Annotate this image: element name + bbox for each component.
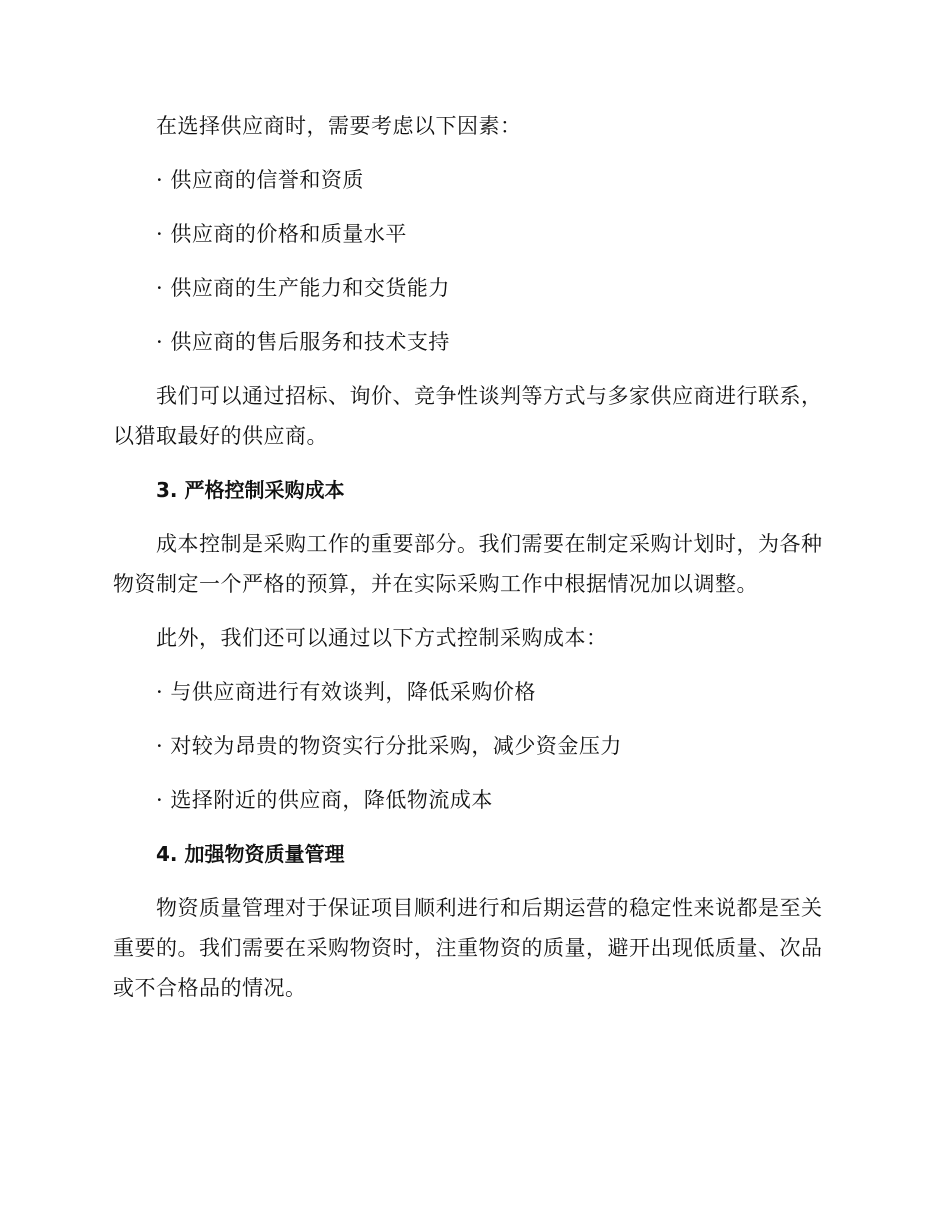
bullet-item-price-quality: · 供应商的价格和质量水平 [156, 222, 407, 246]
bullet-item-nearby-supplier: · 选择附近的供应商，降低物流成本 [156, 788, 493, 812]
document-body [113, 106, 833, 1022]
section-heading-quality-management: 4. 加强物资质量管理 [156, 842, 345, 866]
paragraph-quality-management: 物资质量管理对于保证项目顺利进行和后期运营的稳定性来说都是至关重要的。我们需要在采购物资时，注重物资的质量，避开出现低质量、次品或不合格品的情况。 [113, 896, 823, 1000]
bullet-item-batch-purchase: · 对较为昂贵的物资实行分批采购，减少资金压力 [156, 734, 622, 758]
paragraph-cost-methods-intro: 此外，我们还可以通过以下方式控制采购成本： [156, 626, 608, 650]
bullet-item-after-sales: · 供应商的售后服务和技术支持 [156, 330, 450, 354]
bullet-item-reputation: · 供应商的信誉和资质 [156, 168, 364, 192]
bullet-item-production-delivery: · 供应商的生产能力和交货能力 [156, 276, 450, 300]
section-heading-cost-control: 3. 严格控制采购成本 [156, 478, 345, 502]
bullet-item-negotiation: · 与供应商进行有效谈判，降低采购价格 [156, 680, 536, 704]
paragraph-supplier-contact: 我们可以通过招标、询价、竞争性谈判等方式与多家供应商进行联系，以猎取最好的供应商。 [113, 384, 823, 448]
paragraph-supplier-factors-intro: 在选择供应商时，需要考虑以下因素： [156, 114, 522, 138]
paragraph-cost-control: 成本控制是采购工作的重要部分。我们需要在制定采购计划时，为各种物资制定一个严格的预算，并在实际采购工作中根据情况加以调整。 [113, 532, 823, 596]
